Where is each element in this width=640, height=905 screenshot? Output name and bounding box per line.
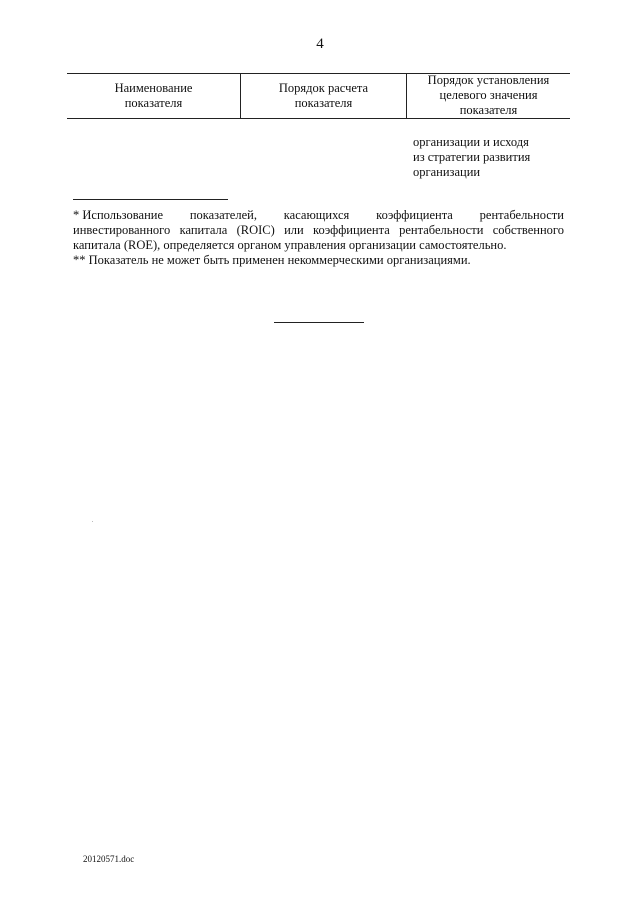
page-number: 4 — [316, 36, 324, 52]
footnote-1-line-3: капитала (ROE), определяется органом управления организации самостоятельно. — [73, 238, 507, 252]
footnote-separator — [73, 199, 228, 200]
table-header-indicator-name: Наименование показателя — [114, 81, 193, 110]
table-header-target-value-procedure: Порядок установления целевого значения показателя — [427, 73, 550, 117]
footnote-1-line-2: инвестированного капитала (ROIC) или коэффициента рентабельности собственного — [73, 223, 564, 237]
table-cell-continued-text: организации и исходя из стратегии развития организации — [413, 135, 531, 179]
footnote-2: ** Показатель не может быть применен некоммерческими организациями. — [73, 253, 471, 267]
end-of-document-rule — [274, 322, 364, 323]
footnotes — [73, 208, 564, 268]
table-header-calculation-procedure: Порядок расчета показателя — [278, 81, 369, 110]
scan-speck — [92, 521, 93, 522]
table-header-bottom-border — [67, 118, 570, 119]
document-file-code: 20120571.doc — [83, 854, 135, 864]
footnote-1-line-1: * Использование показателей, касающихся коэффициента рентабельности — [73, 208, 564, 222]
